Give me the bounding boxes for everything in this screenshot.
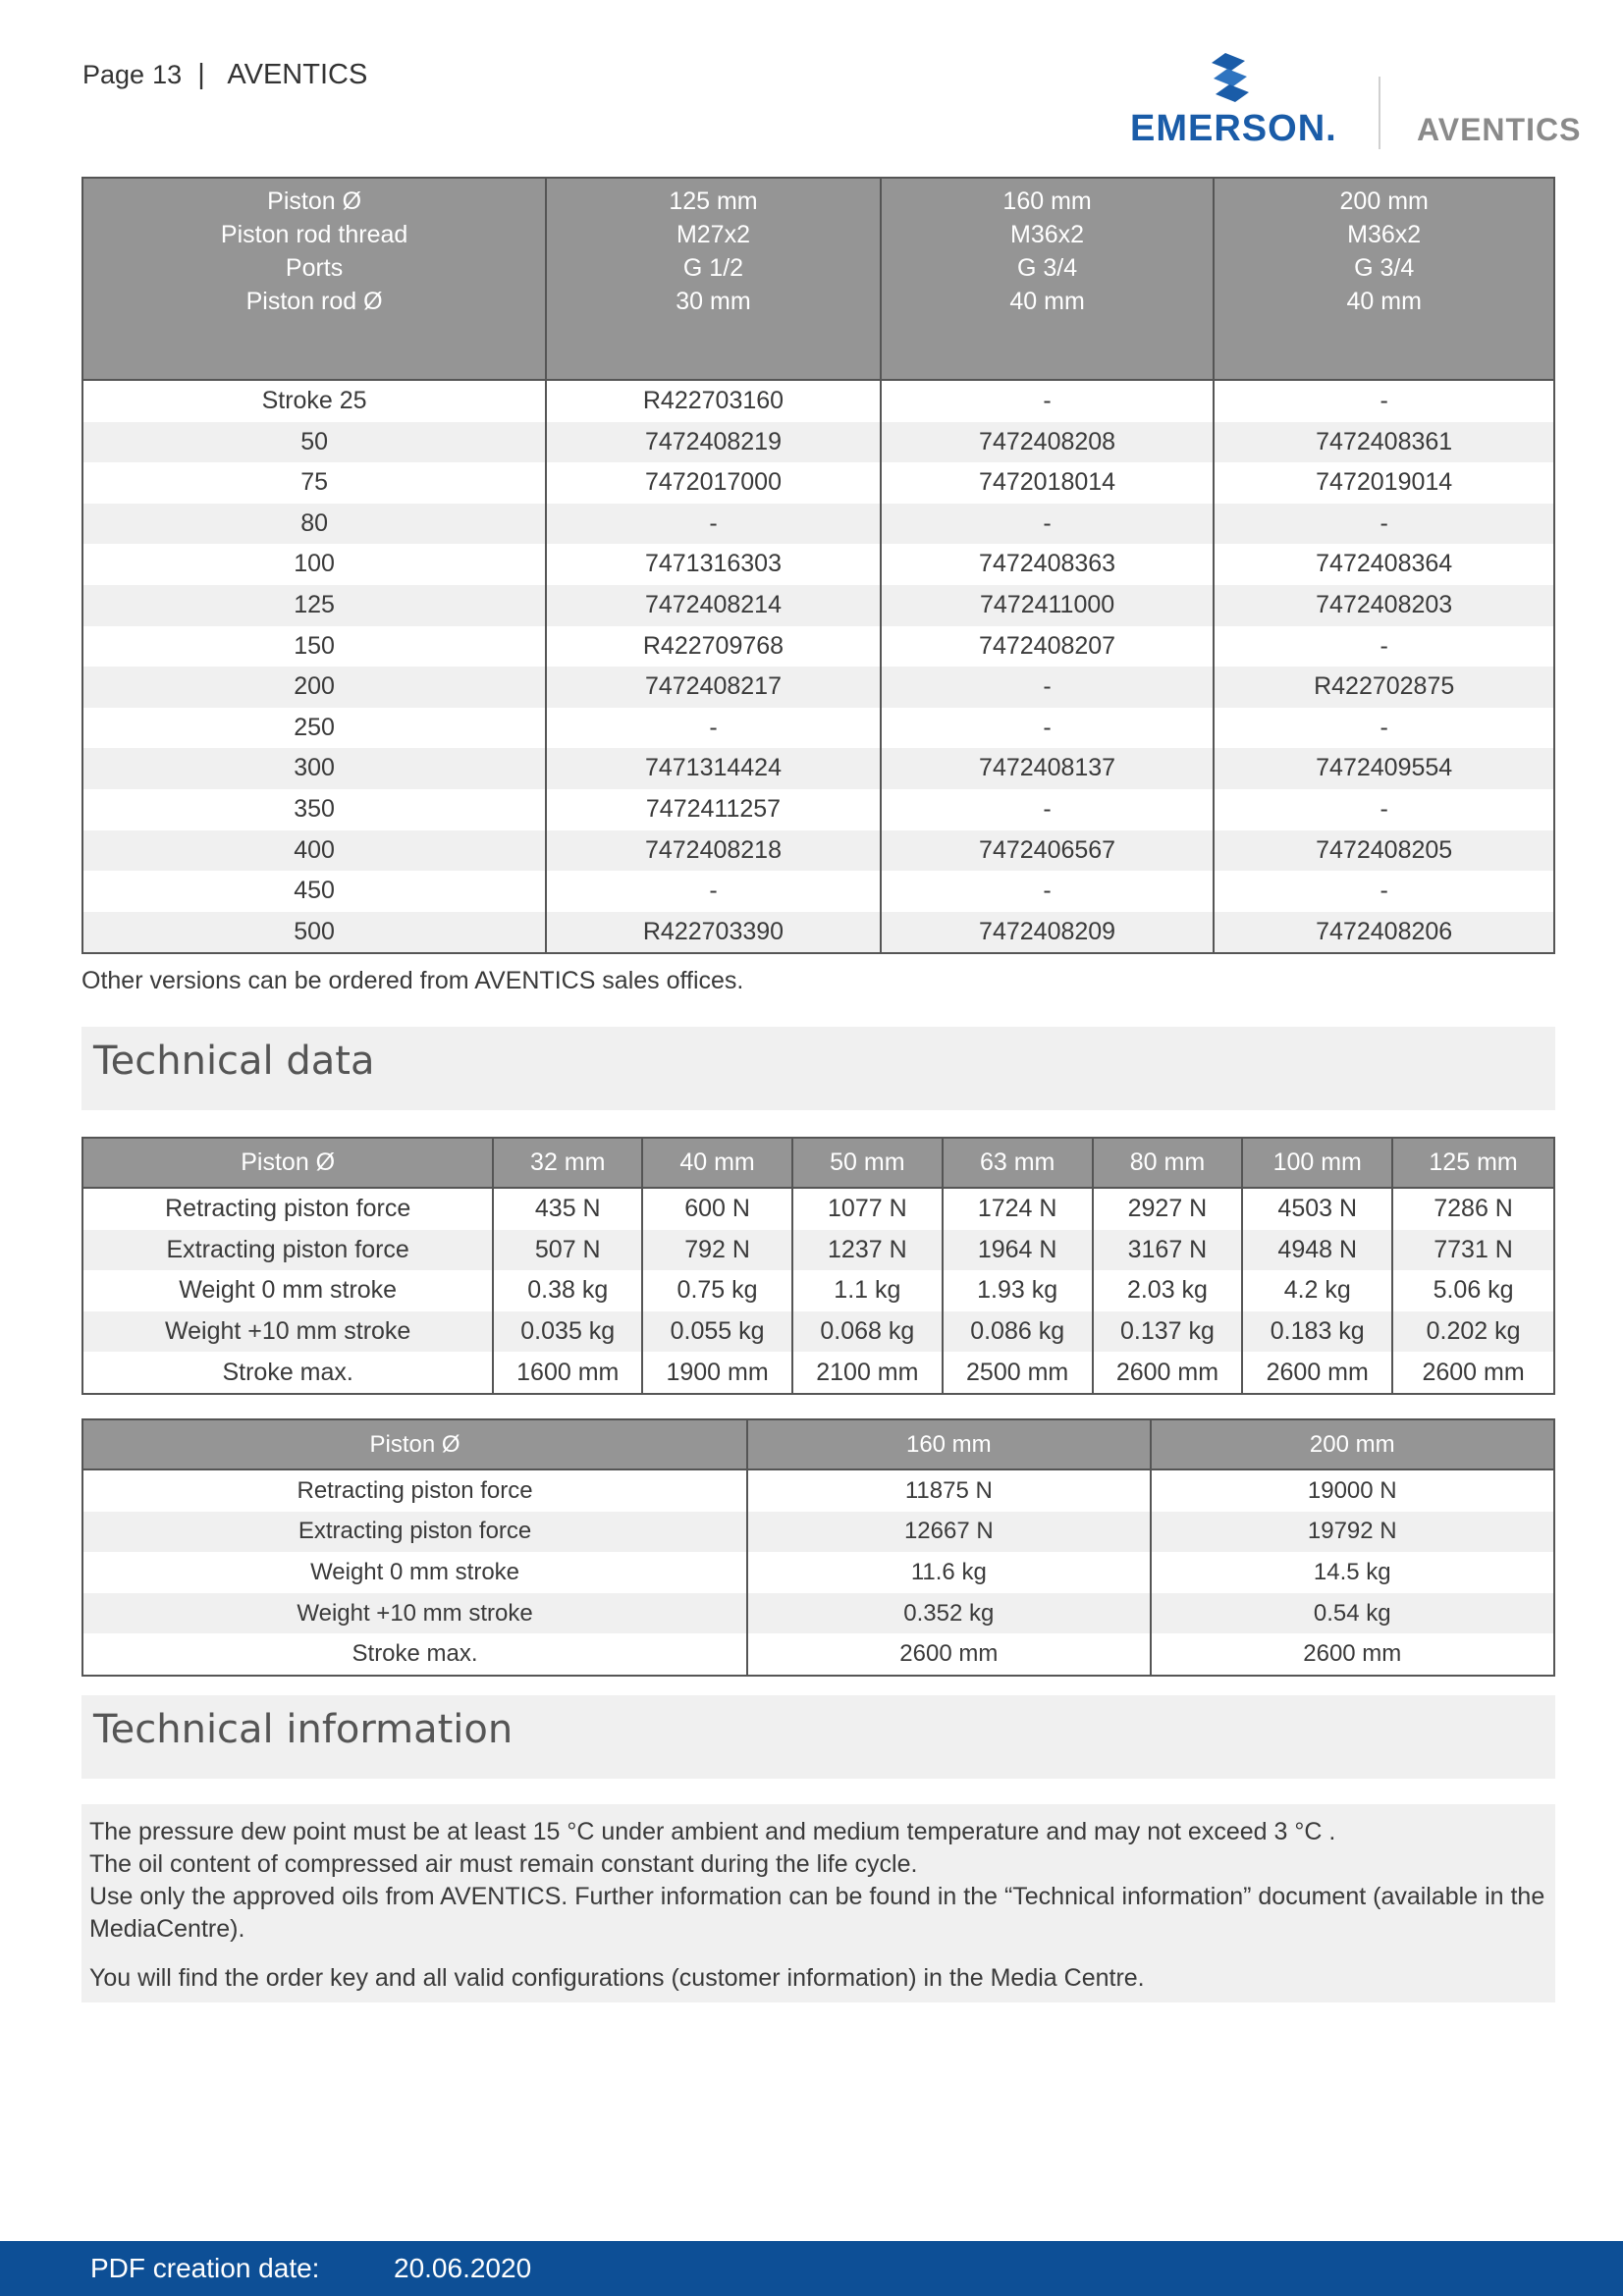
table-cell: 400 xyxy=(82,830,546,872)
table-row xyxy=(82,380,1554,422)
table-cell: 7472408206 xyxy=(1214,912,1554,954)
technical-information-box xyxy=(81,1804,1555,2002)
table-cell: 7472408205 xyxy=(1214,830,1554,872)
table-header-cell xyxy=(82,178,546,380)
table-cell: Weight +10 mm stroke xyxy=(82,1311,493,1353)
table-cell: 7731 N xyxy=(1392,1230,1554,1271)
header-line: 125 mm xyxy=(669,187,758,215)
table-cell: 12667 N xyxy=(747,1512,1150,1553)
table-cell: 0.086 kg xyxy=(943,1311,1093,1353)
table-cell: Weight 0 mm stroke xyxy=(82,1270,493,1311)
table-cell: - xyxy=(546,708,881,749)
table-row xyxy=(82,830,1554,872)
header-line: Piston rod thread xyxy=(220,221,408,248)
table-cell: - xyxy=(881,789,1215,830)
table-header-cell: 125 mm xyxy=(1392,1138,1554,1188)
page-number: 13 xyxy=(152,60,183,89)
table-cell: Weight +10 mm stroke xyxy=(82,1593,747,1634)
table-cell: 0.055 kg xyxy=(642,1311,792,1353)
technical-data-table-a xyxy=(81,1137,1555,1395)
table-cell: 7472411257 xyxy=(546,789,881,830)
table-cell: 0.352 kg xyxy=(747,1593,1150,1634)
header-line: 40 mm xyxy=(1009,288,1085,315)
table-cell: 11875 N xyxy=(747,1469,1150,1512)
table-cell: - xyxy=(1214,871,1554,912)
table-header-cell: 32 mm xyxy=(493,1138,642,1188)
table-header-cell: 80 mm xyxy=(1093,1138,1243,1188)
table-row xyxy=(82,708,1554,749)
table-cell: Retracting piston force xyxy=(82,1188,493,1230)
table-header-cell: 63 mm xyxy=(943,1138,1093,1188)
table-cell: 1237 N xyxy=(792,1230,943,1271)
table-cell: 0.137 kg xyxy=(1093,1311,1243,1353)
info-line: Use only the approved oils from AVENTICS. Further information can be found in the “Technical information” document (available in the MediaCentre). xyxy=(89,1883,1545,1943)
table-cell: Extracting piston force xyxy=(82,1512,747,1553)
table-cell: - xyxy=(1214,380,1554,422)
page-label: Page xyxy=(82,60,145,89)
table-cell: 2600 mm xyxy=(1392,1352,1554,1394)
aventics-logo: AVENTICS xyxy=(1417,112,1582,147)
table-row xyxy=(82,422,1554,463)
emerson-wordmark: EMERSON. xyxy=(1130,108,1337,149)
table-cell: 1900 mm xyxy=(642,1352,792,1394)
table-cell: 792 N xyxy=(642,1230,792,1271)
emerson-logo xyxy=(1125,51,1341,149)
table-row xyxy=(82,789,1554,830)
page-header xyxy=(82,59,367,91)
table-cell: 500 xyxy=(82,912,546,954)
table-row xyxy=(82,667,1554,708)
order-note: Other versions can be ordered from AVENTICS sales offices. xyxy=(81,967,744,994)
table-cell: 1724 N xyxy=(943,1188,1093,1230)
logo-divider xyxy=(1379,77,1380,149)
table-cell: 7472408363 xyxy=(881,544,1215,585)
table-cell: - xyxy=(1214,789,1554,830)
table-cell: 0.183 kg xyxy=(1242,1311,1392,1353)
table-cell: 2927 N xyxy=(1093,1188,1243,1230)
table-cell: 7472408364 xyxy=(1214,544,1554,585)
table-cell: - xyxy=(1214,708,1554,749)
table-header-row xyxy=(82,1419,1554,1469)
table-row xyxy=(82,1552,1554,1593)
table-header-cell xyxy=(546,178,881,380)
table-cell: 0.068 kg xyxy=(792,1311,943,1353)
header-line: Ports xyxy=(285,254,344,282)
header-line: 160 mm xyxy=(1002,187,1092,215)
table-cell: 2600 mm xyxy=(1151,1633,1554,1676)
technical-data-table-b xyxy=(81,1418,1555,1677)
header-line: M27x2 xyxy=(676,221,750,248)
table-cell: 4.2 kg xyxy=(1242,1270,1392,1311)
table-row xyxy=(82,1593,1554,1634)
table-row xyxy=(82,1512,1554,1553)
table-cell: 7472408207 xyxy=(881,626,1215,667)
table-cell: 2600 mm xyxy=(747,1633,1150,1676)
technical-data-heading: Technical data xyxy=(81,1027,1555,1110)
table-cell: 150 xyxy=(82,626,546,667)
table-header-row xyxy=(82,178,1554,380)
table-cell: 50 xyxy=(82,422,546,463)
table-cell: 1077 N xyxy=(792,1188,943,1230)
table-cell: 450 xyxy=(82,871,546,912)
table-cell: 7472411000 xyxy=(881,585,1215,626)
table-cell: 7472408361 xyxy=(1214,422,1554,463)
header-line: Piston Ø xyxy=(267,187,362,215)
header-line: G 1/2 xyxy=(682,254,744,282)
table-cell: 0.38 kg xyxy=(493,1270,642,1311)
table-row xyxy=(82,504,1554,545)
table-row xyxy=(82,462,1554,504)
header-line: M36x2 xyxy=(1010,221,1085,248)
table-cell: Stroke max. xyxy=(82,1633,747,1676)
table-cell: 100 xyxy=(82,544,546,585)
table-cell: R422702875 xyxy=(1214,667,1554,708)
table-row xyxy=(82,912,1554,954)
table-cell: 2100 mm xyxy=(792,1352,943,1394)
table-cell: 7472408203 xyxy=(1214,585,1554,626)
table-cell: 507 N xyxy=(493,1230,642,1271)
table-cell: - xyxy=(881,708,1215,749)
table-cell: 250 xyxy=(82,708,546,749)
info-line: The pressure dew point must be at least 15 °C under ambient and medium temperature and may not exceed 3 °C . xyxy=(89,1818,1336,1845)
header-line: 200 mm xyxy=(1339,187,1429,215)
table-header-cell: 40 mm xyxy=(642,1138,792,1188)
table-row xyxy=(82,871,1554,912)
table-cell: Extracting piston force xyxy=(82,1230,493,1271)
table-cell: 11.6 kg xyxy=(747,1552,1150,1593)
table-cell: 7472408209 xyxy=(881,912,1215,954)
table-cell: - xyxy=(881,380,1215,422)
table-row xyxy=(82,748,1554,789)
table-cell: 7472408214 xyxy=(546,585,881,626)
table-cell: 0.202 kg xyxy=(1392,1311,1554,1353)
table-cell: 7472019014 xyxy=(1214,462,1554,504)
table-cell: - xyxy=(881,667,1215,708)
header-brand: AVENTICS xyxy=(227,59,368,90)
table-cell: 4503 N xyxy=(1242,1188,1392,1230)
header-line: 30 mm xyxy=(676,288,751,315)
table-cell: 125 xyxy=(82,585,546,626)
table-cell: R422703390 xyxy=(546,912,881,954)
table-header-cell xyxy=(1214,178,1554,380)
table-row xyxy=(82,1352,1554,1394)
table-header-row xyxy=(82,1138,1554,1188)
table-cell: 7286 N xyxy=(1392,1188,1554,1230)
table-header-cell: Piston Ø xyxy=(82,1138,493,1188)
table-cell: 0.54 kg xyxy=(1151,1593,1554,1634)
table-row xyxy=(82,544,1554,585)
table-cell: 7472408217 xyxy=(546,667,881,708)
table-cell: 7472017000 xyxy=(546,462,881,504)
table-cell: - xyxy=(546,871,881,912)
table-cell: 7472409554 xyxy=(1214,748,1554,789)
table-cell: 1.93 kg xyxy=(943,1270,1093,1311)
header-line: G 3/4 xyxy=(1354,254,1415,282)
table-header-cell: 50 mm xyxy=(792,1138,943,1188)
table-header-cell: Piston Ø xyxy=(82,1419,747,1469)
table-cell: 7472018014 xyxy=(881,462,1215,504)
footer-label: PDF creation date: xyxy=(90,2253,320,2283)
table-cell: Stroke 25 xyxy=(82,380,546,422)
table-cell: - xyxy=(1214,504,1554,545)
table-cell: Weight 0 mm stroke xyxy=(82,1552,747,1593)
table-cell: - xyxy=(546,504,881,545)
table-cell: 7471316303 xyxy=(546,544,881,585)
table-cell: 0.75 kg xyxy=(642,1270,792,1311)
header-separator: | xyxy=(197,59,205,90)
table-cell: 1600 mm xyxy=(493,1352,642,1394)
emerson-mark-icon xyxy=(1204,51,1263,110)
table-cell: 2.03 kg xyxy=(1093,1270,1243,1311)
technical-information-heading: Technical information xyxy=(81,1695,1555,1779)
table-cell: R422709768 xyxy=(546,626,881,667)
table-row xyxy=(82,1633,1554,1676)
table-cell: 1964 N xyxy=(943,1230,1093,1271)
table-cell: - xyxy=(881,871,1215,912)
table-cell: 7472408219 xyxy=(546,422,881,463)
footer-date: 20.06.2020 xyxy=(394,2253,532,2283)
table-cell: 7472408218 xyxy=(546,830,881,872)
table-cell: 600 N xyxy=(642,1188,792,1230)
table-cell: Stroke max. xyxy=(82,1352,493,1394)
table-cell: 350 xyxy=(82,789,546,830)
table-header-cell: 160 mm xyxy=(747,1419,1150,1469)
table-cell: 7472408137 xyxy=(881,748,1215,789)
table-cell: 2500 mm xyxy=(943,1352,1093,1394)
table-row xyxy=(82,1188,1554,1230)
table-cell: 80 xyxy=(82,504,546,545)
table-cell: 2600 mm xyxy=(1093,1352,1243,1394)
table-row xyxy=(82,1311,1554,1353)
table-cell: 75 xyxy=(82,462,546,504)
info-closing: You will find the order key and all valid configurations (customer information) in the Media Centre. xyxy=(89,1964,1145,1992)
table-row xyxy=(82,1270,1554,1311)
table-cell: 7471314424 xyxy=(546,748,881,789)
header-line: G 3/4 xyxy=(1017,254,1078,282)
table-cell: 19792 N xyxy=(1151,1512,1554,1553)
table-cell: 2600 mm xyxy=(1242,1352,1392,1394)
table-cell: 7472406567 xyxy=(881,830,1215,872)
header-line: Piston rod Ø xyxy=(245,288,383,315)
table-header-cell: 100 mm xyxy=(1242,1138,1392,1188)
table-row xyxy=(82,585,1554,626)
table-cell: 300 xyxy=(82,748,546,789)
footer-bar xyxy=(0,2241,1623,2296)
table-cell: 1.1 kg xyxy=(792,1270,943,1311)
table-row xyxy=(82,1230,1554,1271)
header-line: 40 mm xyxy=(1346,288,1422,315)
table-cell: 0.035 kg xyxy=(493,1311,642,1353)
info-line: The oil content of compressed air must remain constant during the life cycle. xyxy=(89,1850,918,1878)
table-header-cell xyxy=(881,178,1215,380)
table-cell: 19000 N xyxy=(1151,1469,1554,1512)
table-cell: - xyxy=(1214,626,1554,667)
table-header-cell: 200 mm xyxy=(1151,1419,1554,1469)
table-cell: 7472408208 xyxy=(881,422,1215,463)
table-cell: 3167 N xyxy=(1093,1230,1243,1271)
header-line: M36x2 xyxy=(1347,221,1422,248)
order-number-table xyxy=(81,177,1555,954)
table-cell: - xyxy=(881,504,1215,545)
table-cell: 14.5 kg xyxy=(1151,1552,1554,1593)
table-cell: 200 xyxy=(82,667,546,708)
table-cell: Retracting piston force xyxy=(82,1469,747,1512)
table-cell: 435 N xyxy=(493,1188,642,1230)
table-cell: R422703160 xyxy=(546,380,881,422)
table-row xyxy=(82,626,1554,667)
table-row xyxy=(82,1469,1554,1512)
table-cell: 4948 N xyxy=(1242,1230,1392,1271)
table-cell: 5.06 kg xyxy=(1392,1270,1554,1311)
